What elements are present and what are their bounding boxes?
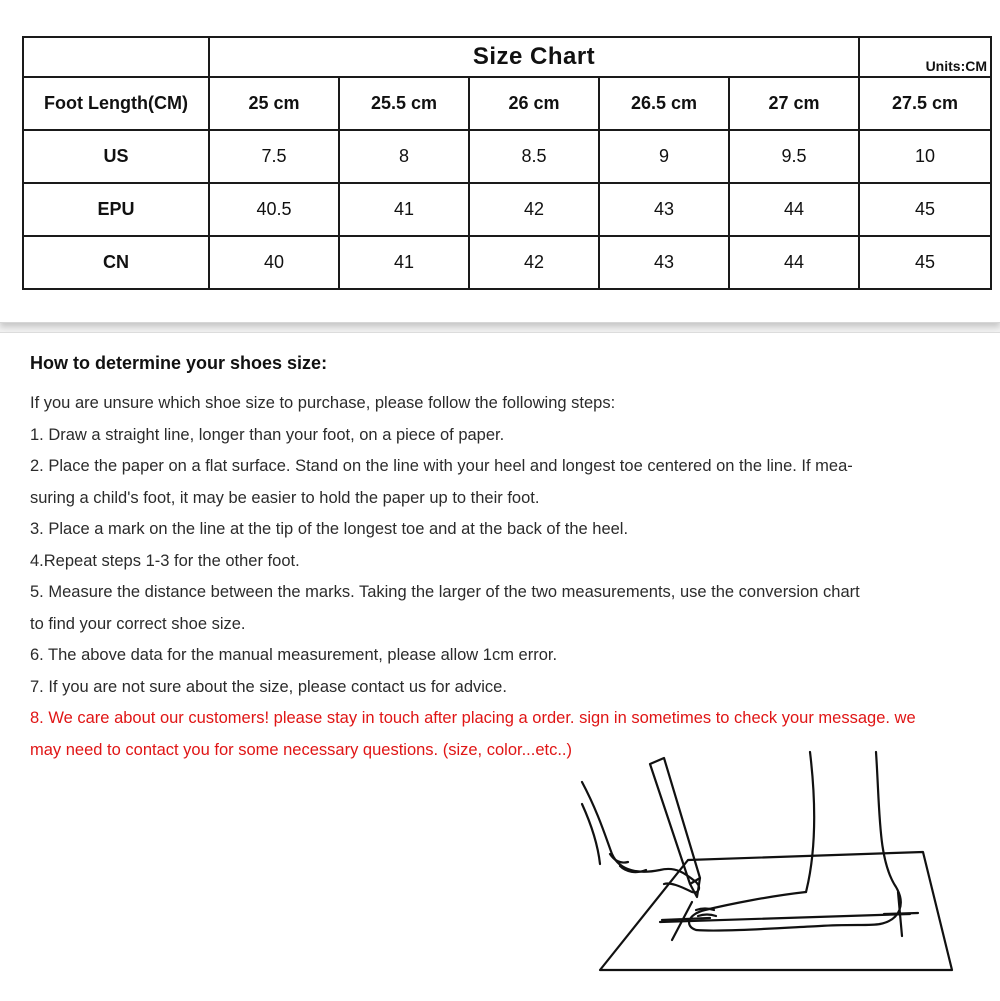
size-cell: 44 (729, 183, 859, 236)
column-header: 27.5 cm (859, 77, 991, 130)
guide-step-1: 1. Draw a straight line, longer than your foot, on a piece of paper. (30, 425, 505, 444)
customer-notice-line-cont: may need to contact you for some necessary questions. (size, color...etc..) (30, 740, 573, 759)
guide-step-7: 7. If you are not sure about the size, please contact us for advice. (30, 677, 507, 696)
column-header: 25 cm (209, 77, 339, 130)
epu-size-row (23, 183, 991, 236)
size-cell: 42 (469, 236, 599, 289)
guide-step-3: 3. Place a mark on the line at the tip of the longest toe and at the back of the heel. (30, 520, 629, 538)
customer-notice-line: 8. We care about our customers! please stay in touch after placing a order. sign in sometimes to check your message. we (30, 709, 916, 727)
row-label: EPU (23, 183, 209, 236)
foot-outline (689, 892, 880, 931)
size-cell: 9.5 (729, 130, 859, 183)
column-header: 25.5 cm (339, 77, 469, 130)
column-header: 26 cm (469, 77, 599, 130)
size-chart-table (22, 36, 992, 290)
guide-step-2-cont: suring a child's foot, it may be easier to hold the paper up to their foot. (30, 488, 540, 507)
size-cell: 10 (859, 130, 991, 183)
guide-step-2: 2. Place the paper on a flat surface. Stand on the line with your heel and longest toe centered on the line. If mea- (30, 457, 853, 475)
guide-step-6: 6. The above data for the manual measurement, please allow 1cm error. (30, 646, 558, 664)
foot-length-row (23, 77, 991, 130)
column-header: 26.5 cm (599, 77, 729, 130)
size-cell: 43 (599, 236, 729, 289)
size-cell: 42 (469, 183, 599, 236)
size-cell: 45 (859, 236, 991, 289)
size-cell: 41 (339, 236, 469, 289)
size-cell: 43 (599, 183, 729, 236)
blank-corner-cell (23, 37, 209, 77)
row-label: US (23, 130, 209, 183)
units-label: Units:CM (859, 37, 991, 77)
foot-length-header: Foot Length(CM) (23, 77, 209, 130)
size-cell: 9 (599, 130, 729, 183)
column-header: 27 cm (729, 77, 859, 130)
guide-step-4: 4.Repeat steps 1-3 for the other foot. (30, 551, 300, 570)
size-cell: 45 (859, 183, 991, 236)
leg-outline (806, 752, 901, 924)
hand-outline (582, 782, 699, 892)
guide-step-5: 5. Measure the distance between the marks. Taking the larger of the two measurements, use the conversion chart (30, 583, 860, 601)
size-cell: 8.5 (469, 130, 599, 183)
size-cell: 7.5 (209, 130, 339, 183)
row-label: CN (23, 236, 209, 289)
foot-measuring-illustration (580, 742, 1000, 992)
size-cell: 8 (339, 130, 469, 183)
guide-line: If you are unsure which shoe size to purchase, please follow the following steps: (30, 394, 616, 412)
size-chart-card (0, 0, 1000, 323)
size-cell: 41 (339, 183, 469, 236)
guide-heading: How to determine your shoes size: (30, 353, 328, 373)
size-cell: 40.5 (209, 183, 339, 236)
chart-title: Size Chart (209, 37, 859, 77)
measurement-guide (30, 353, 980, 766)
cn-size-row (23, 236, 991, 289)
guide-step-5-cont: to find your correct shoe size. (30, 614, 246, 633)
us-size-row (23, 130, 991, 183)
size-cell: 44 (729, 236, 859, 289)
size-cell: 40 (209, 236, 339, 289)
